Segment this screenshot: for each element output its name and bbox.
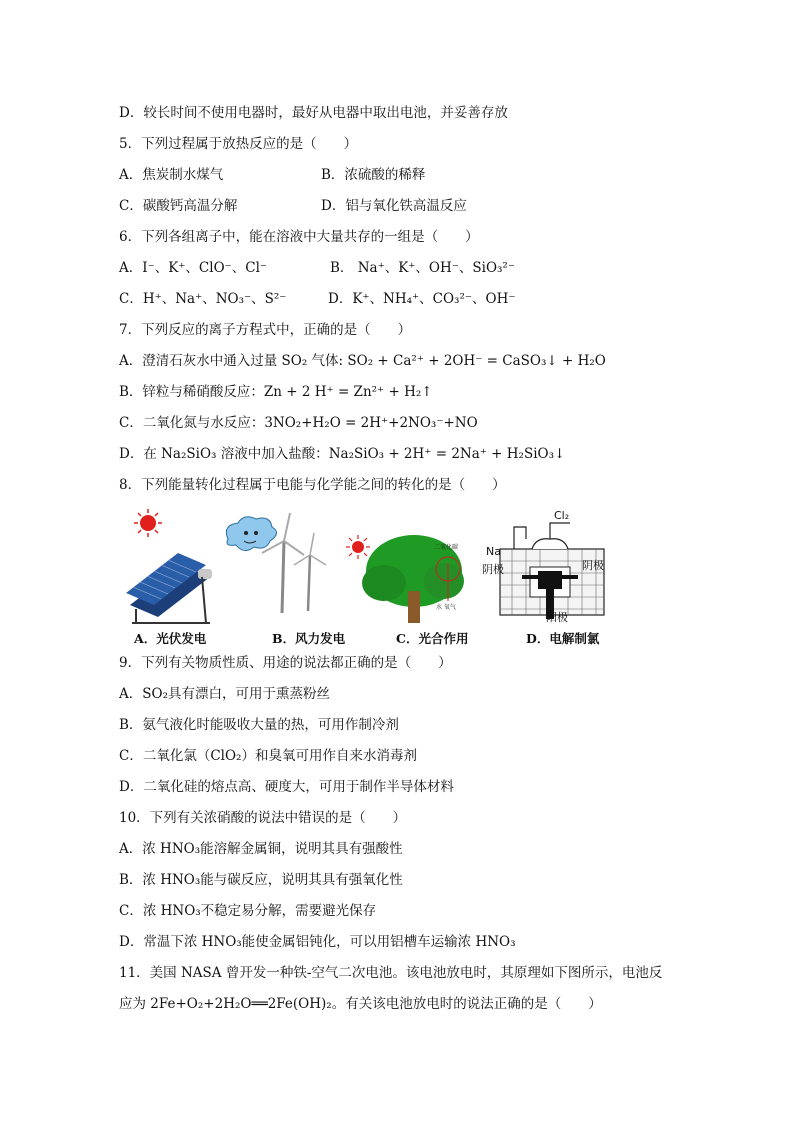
caption-d: D．电解制氯 [526, 631, 600, 646]
q9-option-d: D．二氧化硅的熔点高、硬度大，可用于制作半导体材料 [119, 779, 454, 795]
q10-option-d: D．常温下浓 HNO₃能使金属铝钝化，可以用铝槽车运输浓 HNO₃ [119, 934, 516, 950]
q5-option-a: A．焦炭制水煤气 [119, 167, 224, 183]
q6-option-a: A．I⁻、K⁺、ClO⁻、Cl⁻ [119, 260, 268, 276]
q9-option-a: A．SO₂具有漂白，可用于熏蒸粉丝 [119, 686, 330, 702]
q10-option-b: B．浓 HNO₃能与碳反应，说明其具有强氧化性 [119, 872, 403, 888]
q5-option-d: D．铝与氧化铁高温反应 [321, 198, 467, 214]
q11-stem-line2: 应为 2Fe+O₂+2H₂O══2Fe(OH)₂。有关该电池放电时的说法正确的是（ ） [119, 996, 602, 1012]
q6-stem: 6．下列各组离子中，能在溶液中大量共存的一组是（ ） [119, 229, 479, 245]
q8-stem: 8．下列能量转化过程属于电能与化学能之间的转化的是（ ） [119, 477, 506, 493]
q7-stem: 7．下列反应的离子方程式中，正确的是（ ） [119, 322, 412, 338]
caption-b: B．风力发电 [272, 631, 346, 646]
q5-option-c: C．碳酸钙高温分解 [119, 198, 238, 214]
right-electrode-label: 阴极 [582, 559, 604, 572]
q11-stem-line1: 11．美国 NASA 曾开发一种铁-空气二次电池。该电池放电时，其原理如下图所示，电池反 [119, 965, 663, 981]
q7-option-b: B．锌粒与稀硝酸反应：Zn + 2 H⁺ = Zn²⁺ + H₂↑ [119, 384, 433, 400]
q8-figure-art [122, 505, 612, 630]
q5-option-b: B．浓硫酸的稀释 [321, 167, 426, 183]
q5-stem: 5．下列过程属于放热反应的是（ ） [119, 136, 358, 152]
q7-option-a: A．澄清石灰水中通入过量 SO₂ 气体: SO₂ + Ca²⁺ + 2OH⁻ = CaSO₃↓ + H₂O [119, 353, 606, 369]
q10-option-c: C．浓 HNO₃不稳定易分解，需要避光保存 [119, 903, 377, 919]
solar-panel-icon [126, 509, 212, 623]
q10-stem: 10．下列有关浓硝酸的说法中错误的是（ ） [119, 810, 407, 826]
q9-option-c: C．二氧化氯（ClO₂）和臭氧可用作自来水消毒剂 [119, 748, 417, 764]
tree-icon [346, 535, 464, 623]
cathode-label: 阴极 [482, 563, 504, 576]
caption-a: A．光伏发电 [134, 631, 207, 646]
q6-option-b: B． Na⁺、K⁺、OH⁻、SiO₃²⁻ [330, 260, 515, 276]
q6-option-c: C．H⁺、Na⁺、NO₃⁻、S²⁻ [119, 291, 287, 307]
q4-option-d: D．较长时间不使用电器时，最好从电器中取出电池，并妥善存放 [119, 105, 508, 121]
q9-option-b: B．氨气液化时能吸收大量的热，可用作制冷剂 [119, 717, 399, 733]
wind-turbine-icon [226, 513, 326, 613]
svg-text:水 氧气: 水 氧气 [436, 604, 456, 611]
svg-text:二氧化碳: 二氧化碳 [434, 544, 459, 551]
q7-option-d: D．在 Na₂SiO₃ 溶液中加入盐酸：Na₂SiO₃ + 2H⁺ = 2Na⁺ + H₂SiO₃↓ [119, 446, 566, 462]
q6-option-d: D．K⁺、NH₄⁺、CO₃²⁻、OH⁻ [328, 291, 516, 307]
q8-figure [122, 505, 612, 647]
q9-stem: 9．下列有关物质性质、用途的说法都正确的是（ ） [119, 655, 452, 671]
caption-c: C．光合作用 [396, 631, 469, 646]
na-label: Na [486, 545, 501, 558]
q7-option-c: C．二氧化氮与水反应：3NO₂+H₂O = 2H⁺+2NO₃⁻+NO [119, 415, 478, 431]
q10-option-a: A．浓 HNO₃能溶解金属铜，说明其具有强酸性 [119, 841, 403, 857]
anode-label: 阳极 [546, 611, 568, 624]
cl2-label: Cl₂ [554, 509, 570, 522]
